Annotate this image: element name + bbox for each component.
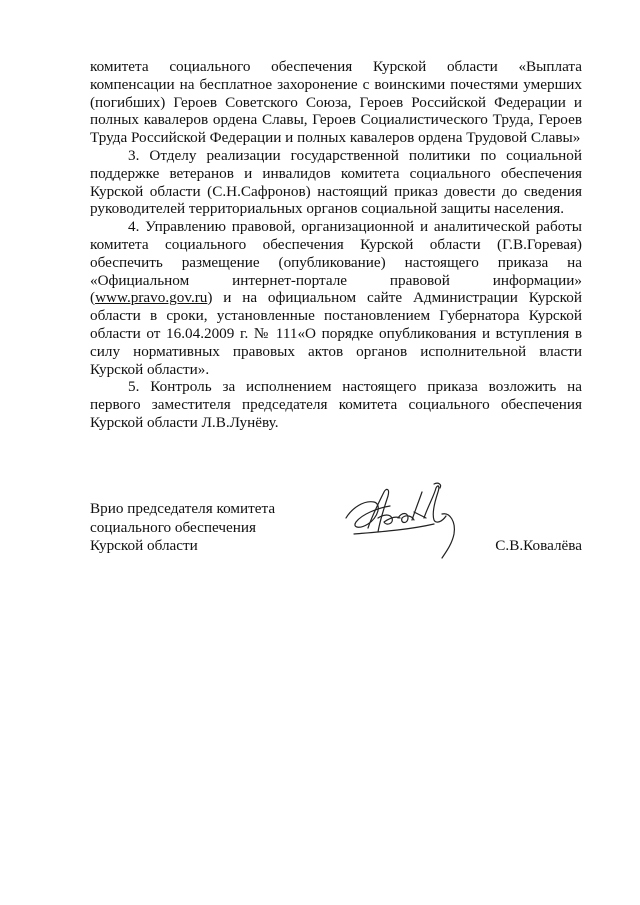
signatory-name: С.В.Ковалёва <box>495 537 582 554</box>
paragraph-3: 3. Отделу реализации государственной политики по социальной поддержке ветеранов и инвалидов комитета социального обеспечения Курской области (С.Н.Сафронов) настоящий приказ довести до сведения руководителей территориальных органов социальной защиты населения. <box>90 146 582 218</box>
document-body <box>90 58 582 432</box>
signatory-title-line-1: Врио председателя комитета <box>90 500 276 517</box>
signatory-title-line-3: Курской области <box>90 537 198 554</box>
paragraph-4-text-start: 4. Управлению правовой, организационной и аналитической работы комитета социального обеспечения Курской области (Г.В.Горевая) обеспечить размещение (опубликование) настоящего приказа на «Официальном интернет-портале правовой информации» ( <box>90 218 582 307</box>
signatory-title <box>90 500 320 556</box>
pravo-link[interactable]: www.pravo.gov.ru <box>95 289 208 307</box>
signatory-title-line-2: социального обеспечения <box>90 518 257 536</box>
handwritten-signature <box>338 478 478 568</box>
paragraph-5: 5. Контроль за исполнением настоящего приказа возложить на первого заместителя председателя комитета социального обеспечения Курской области Л.В.Лунёву. <box>90 378 582 431</box>
paragraph-4-text-end: ) и на официальном сайте Администрации Курской области в сроки, установленные постановлением Губернатора Курской области от 16.04.2009 г. № 111«О порядке опубликования и вступления в силу нормативных правовых актов органов исполнительной власти Курской области». <box>90 289 582 378</box>
signature-block <box>90 500 582 580</box>
paragraph-intro: комитета социального обеспечения Курской области «Выплата компенсации на бесплатное захоронение с воинскими почестями умерших (погибших) Героев Советского Союза, Героев Российской Федерации и полных кавалеров ордена Славы, Героев Социалистического Труда, Героев Труда Российской Федерации и полных кавалеров ордена Трудовой Славы» <box>90 58 582 147</box>
paragraph-4 <box>90 218 582 378</box>
